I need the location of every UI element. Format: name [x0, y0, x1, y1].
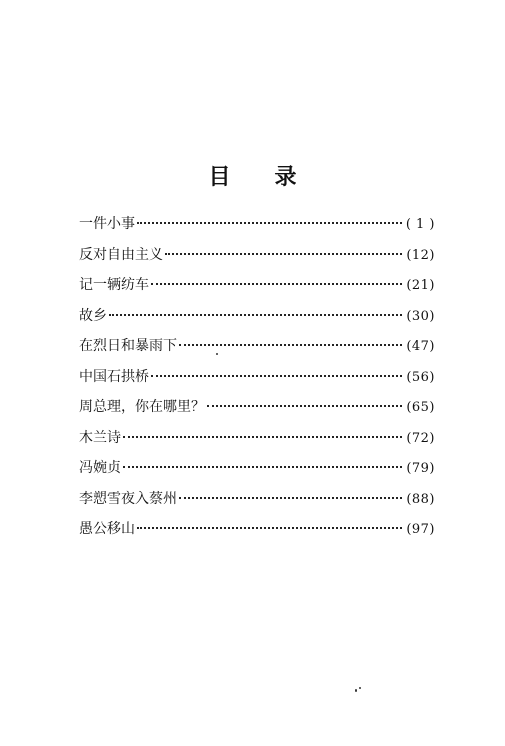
- dot-leader: [179, 330, 402, 346]
- toc-entry-page: (47): [406, 339, 435, 354]
- toc-entry-page: (21): [406, 278, 435, 293]
- toc-entry-title: 在烈日和暴雨下: [79, 338, 177, 354]
- dot-leader: [137, 513, 402, 529]
- scan-speck: [355, 689, 357, 692]
- table-of-contents: [79, 212, 435, 548]
- dot-leader: [109, 300, 402, 316]
- toc-entry-page: (97): [406, 522, 435, 537]
- dot-leader: [207, 391, 402, 407]
- toc-entry-title: 反对自由主义: [79, 246, 163, 263]
- dot-leader: [165, 239, 402, 255]
- toc-entry-title: 李愬雪夜入蔡州: [79, 490, 177, 507]
- dot-leader: [123, 422, 402, 438]
- toc-entry-page: (88): [406, 491, 435, 507]
- title-char-2: 录: [274, 165, 297, 190]
- toc-entry: [79, 517, 435, 548]
- page-title: [0, 160, 505, 191]
- toc-entry-title: 愚公移山: [79, 521, 135, 537]
- title-char-1: 目: [208, 165, 231, 190]
- toc-entry-title: 周总理，你在哪里？: [79, 399, 205, 415]
- toc-entry-page: (30): [406, 308, 435, 324]
- dot-leader: [123, 452, 402, 468]
- dot-leader: [137, 208, 402, 224]
- toc-entry-page: (56): [406, 369, 435, 385]
- dot-leader: [151, 361, 402, 377]
- toc-entry-page: ( 1 ): [405, 217, 435, 232]
- dot-leader: [151, 269, 402, 285]
- toc-entry-title: 木兰诗: [79, 429, 121, 446]
- toc-entry-title: 记一辆纺车: [79, 277, 149, 293]
- toc-entry-title: 一件小事: [79, 216, 135, 232]
- toc-entry-title: 故乡: [79, 307, 107, 324]
- scan-speck: [359, 687, 361, 689]
- dot-leader: [179, 483, 402, 499]
- toc-entry-page: (12): [406, 247, 435, 263]
- toc-entry-title: 冯婉贞: [79, 460, 121, 476]
- toc-entry-page: (65): [406, 400, 435, 415]
- toc-entry-page: (79): [406, 461, 435, 476]
- toc-entry-page: (72): [406, 430, 435, 446]
- scan-speck: [216, 353, 218, 355]
- toc-entry-title: 中国石拱桥: [79, 368, 149, 385]
